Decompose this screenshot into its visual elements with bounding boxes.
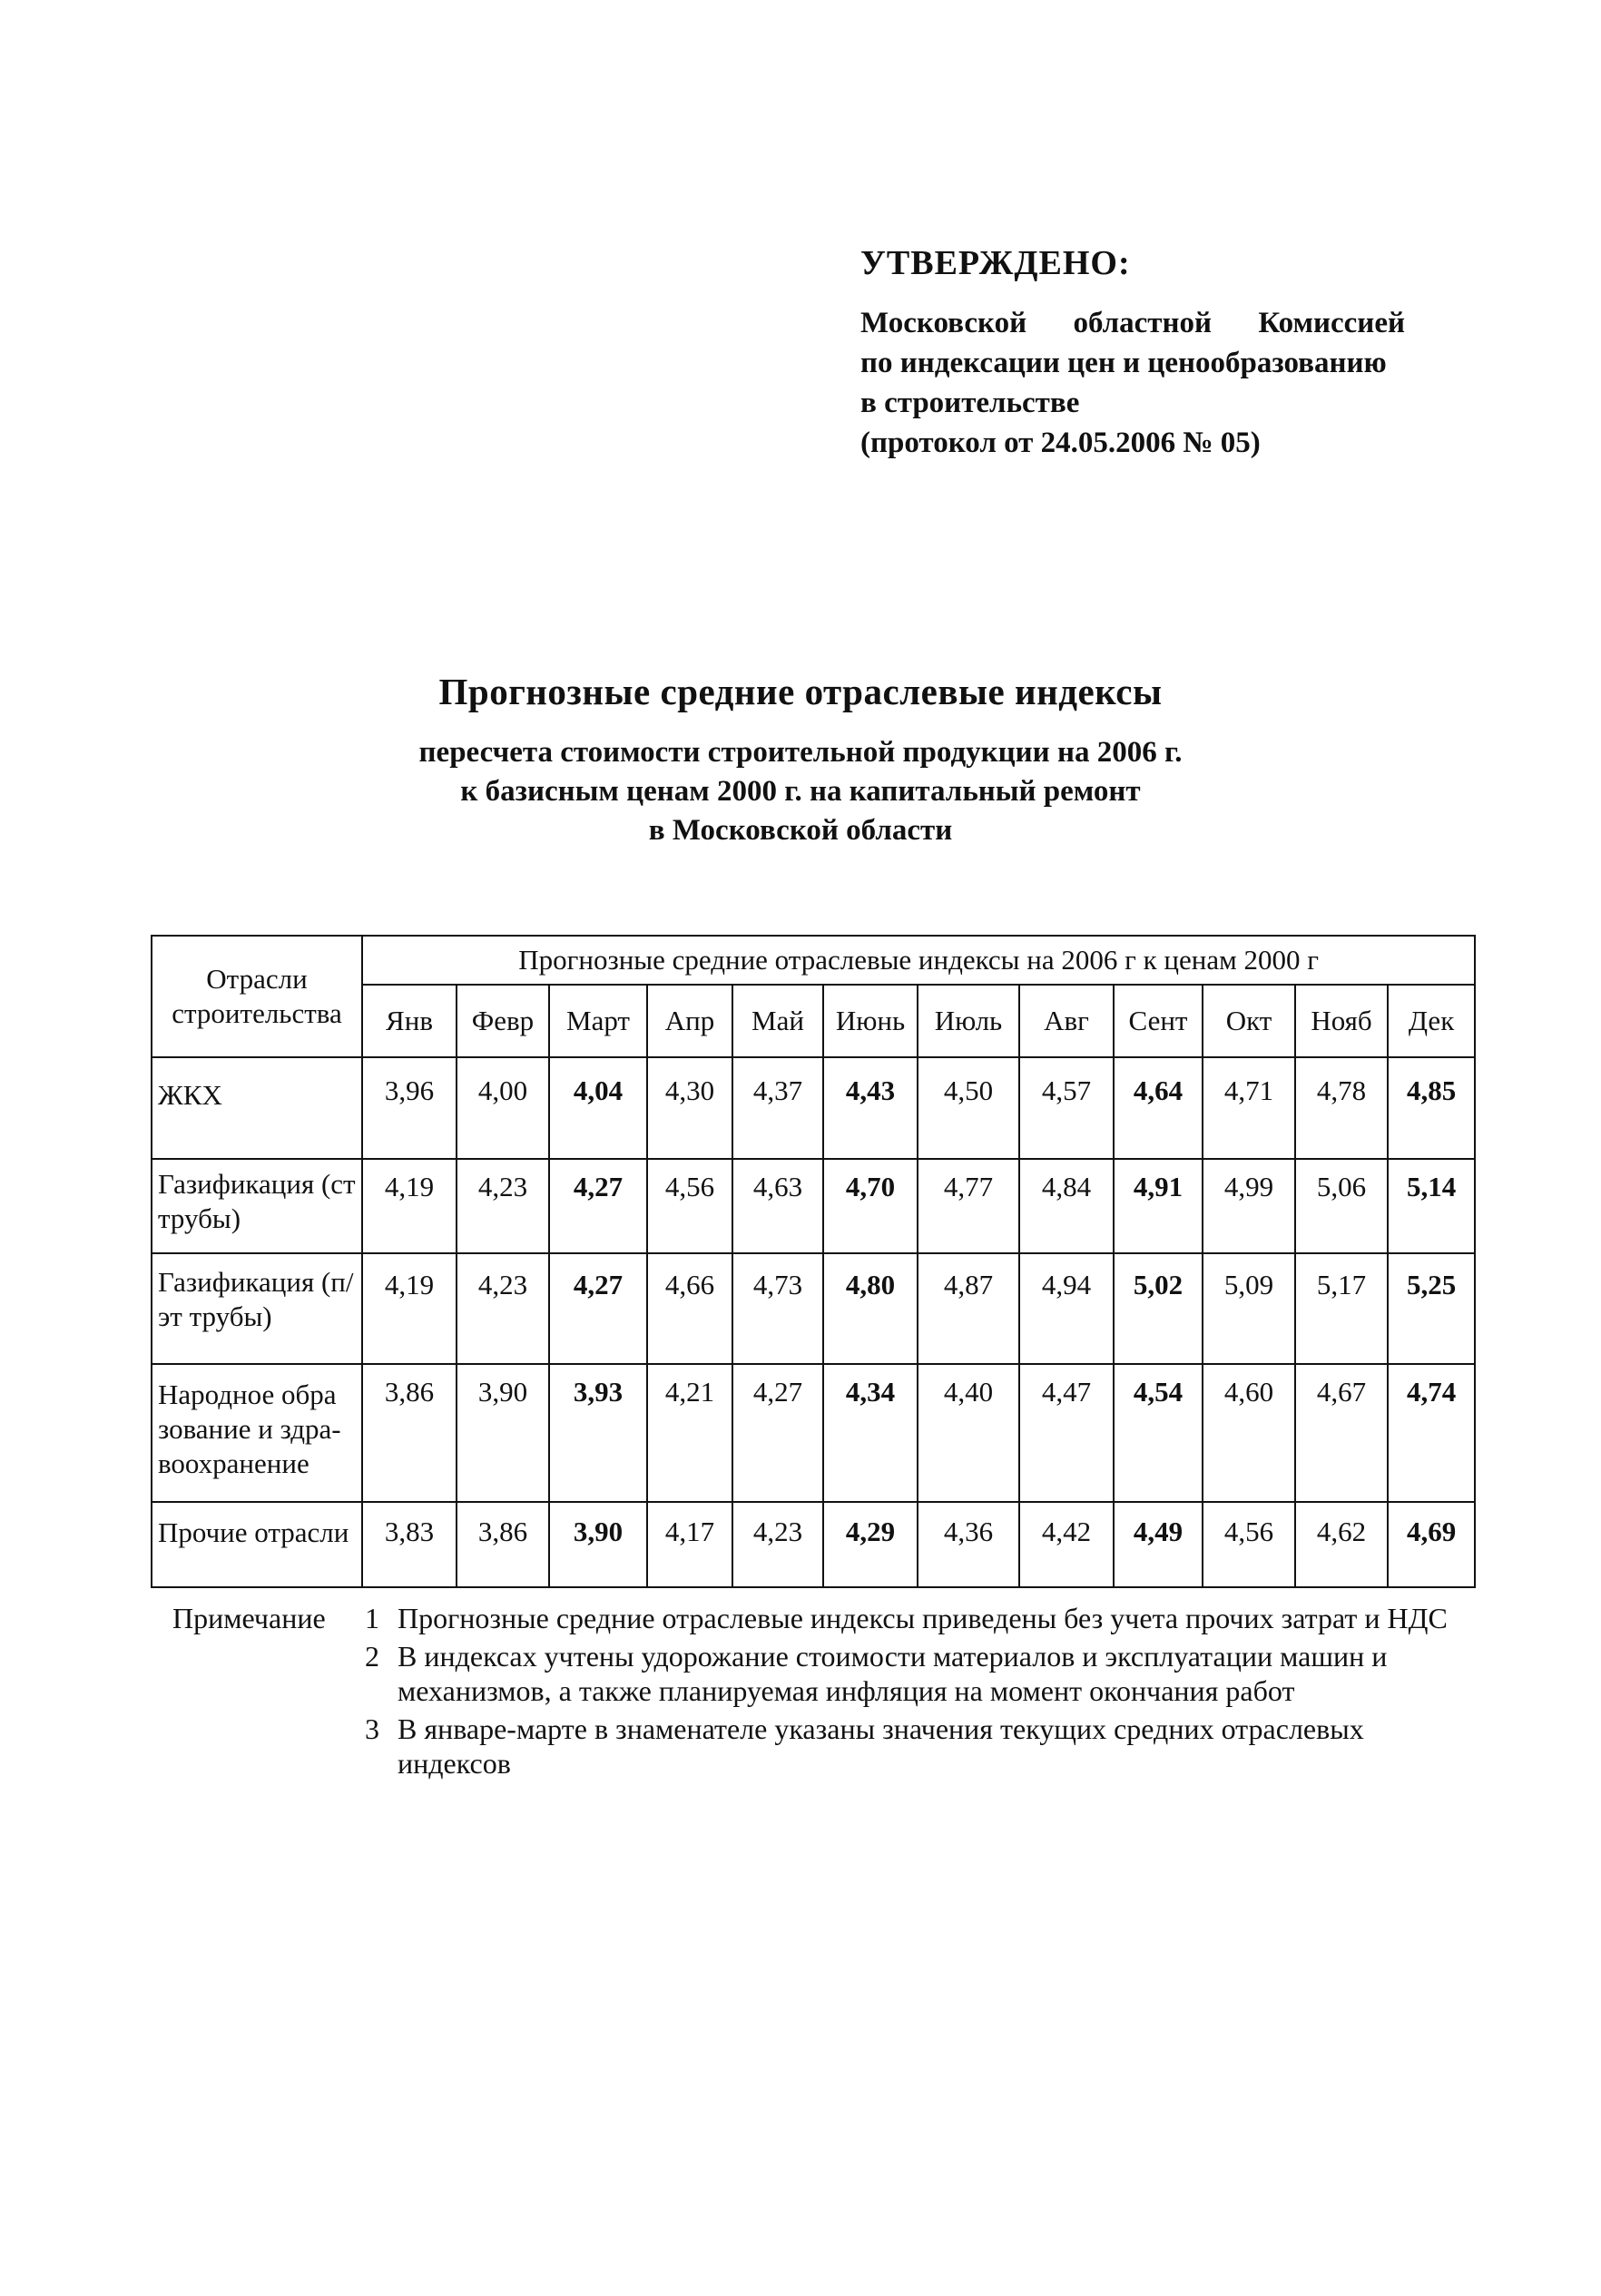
index-value: 5,25 <box>1388 1253 1475 1364</box>
note-text: В январе-марте в знаменателе указаны значения текущих средних отраслевых индексов <box>398 1712 1364 1780</box>
note-item <box>365 1712 1450 1781</box>
index-value: 3,96 <box>362 1057 457 1159</box>
index-value: 5,17 <box>1295 1253 1388 1364</box>
note-number: 1 <box>365 1602 379 1634</box>
forecast-group-header: Прогнозные средние отраслевые индексы на 2006 г к ценам 2000 г <box>362 936 1475 985</box>
table-row <box>152 1364 1475 1502</box>
index-value: 4,23 <box>732 1502 823 1587</box>
month-header: Июнь <box>823 985 918 1057</box>
index-value: 4,84 <box>1019 1159 1114 1253</box>
index-value: 4,57 <box>1019 1057 1114 1159</box>
index-value: 4,64 <box>1114 1057 1203 1159</box>
index-value: 4,70 <box>823 1159 918 1253</box>
subtitle-line-2: к базисным ценам 2000 г. на капитальный ремонт <box>460 775 1141 808</box>
index-value: 4,74 <box>1388 1364 1475 1502</box>
approval-word: Московской <box>860 307 1027 339</box>
index-value: 4,27 <box>549 1253 647 1364</box>
index-value: 4,56 <box>1203 1502 1295 1587</box>
index-value: 4,37 <box>732 1057 823 1159</box>
index-value: 4,47 <box>1019 1364 1114 1502</box>
index-value: 4,21 <box>647 1364 732 1502</box>
approval-word: областной <box>1073 307 1213 339</box>
note-text: В индексах учтены удорожание стоимости материалов и эксплуатации машин и механизмов, а также планируемая инфляция на момент окончания работ <box>398 1640 1388 1707</box>
approval-line-2: по индексации цен и ценообразованию <box>860 347 1387 379</box>
branch-name: Прочие отрасли <box>152 1502 362 1587</box>
note-item <box>365 1601 1450 1635</box>
index-value: 4,49 <box>1114 1502 1203 1587</box>
month-header: Июль <box>918 985 1019 1057</box>
index-value: 4,60 <box>1203 1364 1295 1502</box>
table-row <box>152 1253 1475 1364</box>
table-row <box>152 1057 1475 1159</box>
index-value: 4,66 <box>647 1253 732 1364</box>
index-value: 5,14 <box>1388 1159 1475 1253</box>
branch-name: Газификация (ст трубы) <box>152 1159 362 1253</box>
month-header: Дек <box>1388 985 1475 1057</box>
month-header: Февр <box>457 985 549 1057</box>
index-value: 4,19 <box>362 1253 457 1364</box>
index-value: 4,40 <box>918 1364 1019 1502</box>
index-value: 4,67 <box>1295 1364 1388 1502</box>
index-value: 4,91 <box>1114 1159 1203 1253</box>
approval-line-3: в строительстве <box>860 387 1080 419</box>
index-value: 3,90 <box>457 1364 549 1502</box>
index-value: 4,63 <box>732 1159 823 1253</box>
index-value: 4,42 <box>1019 1502 1114 1587</box>
month-header: Янв <box>362 985 457 1057</box>
index-value: 5,06 <box>1295 1159 1388 1253</box>
index-value: 4,27 <box>549 1159 647 1253</box>
notes-label: Примечание <box>172 1602 326 1634</box>
index-value: 4,27 <box>732 1364 823 1502</box>
note-text: Прогнозные средние отраслевые индексы приведены без учета прочих затрат и НДС <box>398 1602 1448 1634</box>
index-value: 4,77 <box>918 1159 1019 1253</box>
index-value: 4,85 <box>1388 1057 1475 1159</box>
approval-line-1 <box>860 303 1405 343</box>
month-header: Май <box>732 985 823 1057</box>
index-value: 3,83 <box>362 1502 457 1587</box>
index-value: 4,78 <box>1295 1057 1388 1159</box>
subtitle-line-3: в Московской области <box>648 814 953 847</box>
index-value: 3,93 <box>549 1364 647 1502</box>
note-number: 3 <box>365 1712 379 1745</box>
index-value: 3,90 <box>549 1502 647 1587</box>
month-header: Окт <box>1203 985 1295 1057</box>
index-table <box>151 935 1476 1588</box>
index-value: 4,94 <box>1019 1253 1114 1364</box>
table-row <box>152 1502 1475 1587</box>
approval-heading: УТВЕРЖДЕНО: <box>860 244 1131 282</box>
branch-column-header: Отрасли строительства <box>152 936 362 1057</box>
index-value: 4,17 <box>647 1502 732 1587</box>
document-title: Прогнозные средние отраслевые индексы <box>438 671 1163 712</box>
branch-name: ЖКХ <box>152 1057 362 1159</box>
index-value: 4,43 <box>823 1057 918 1159</box>
index-value: 4,19 <box>362 1159 457 1253</box>
index-value: 4,62 <box>1295 1502 1388 1587</box>
index-value: 4,56 <box>647 1159 732 1253</box>
index-value: 4,80 <box>823 1253 918 1364</box>
note-item <box>365 1639 1450 1708</box>
branch-name: Газификация (п/эт трубы) <box>152 1253 362 1364</box>
approval-protocol: (протокол от 24.05.2006 № 05) <box>860 427 1261 459</box>
index-value: 3,86 <box>457 1502 549 1587</box>
index-value: 4,99 <box>1203 1159 1295 1253</box>
index-value: 5,02 <box>1114 1253 1203 1364</box>
branch-name: Народное обра зование и здра-воохранение <box>152 1364 362 1502</box>
note-number: 2 <box>365 1640 379 1673</box>
month-header: Нояб <box>1295 985 1388 1057</box>
index-value: 4,71 <box>1203 1057 1295 1159</box>
index-value: 4,04 <box>549 1057 647 1159</box>
index-value: 4,50 <box>918 1057 1019 1159</box>
month-header: Апр <box>647 985 732 1057</box>
index-value: 4,23 <box>457 1159 549 1253</box>
index-value: 4,00 <box>457 1057 549 1159</box>
index-value: 4,54 <box>1114 1364 1203 1502</box>
document-subtitle <box>0 733 1601 850</box>
notes-list <box>365 1601 1450 1784</box>
approval-block <box>860 243 1514 463</box>
month-header: Сент <box>1114 985 1203 1057</box>
index-value: 4,36 <box>918 1502 1019 1587</box>
index-value: 4,69 <box>1388 1502 1475 1587</box>
month-header: Март <box>549 985 647 1057</box>
index-value: 4,30 <box>647 1057 732 1159</box>
index-value: 4,34 <box>823 1364 918 1502</box>
index-value: 3,86 <box>362 1364 457 1502</box>
index-value: 5,09 <box>1203 1253 1295 1364</box>
index-value: 4,23 <box>457 1253 549 1364</box>
index-value: 4,87 <box>918 1253 1019 1364</box>
index-value: 4,29 <box>823 1502 918 1587</box>
table-row <box>152 1159 1475 1253</box>
month-header: Авг <box>1019 985 1114 1057</box>
approval-word: Комиссией <box>1258 307 1405 339</box>
subtitle-line-1: пересчета стоимости строительной продукции на 2006 г. <box>418 736 1183 769</box>
index-value: 4,73 <box>732 1253 823 1364</box>
